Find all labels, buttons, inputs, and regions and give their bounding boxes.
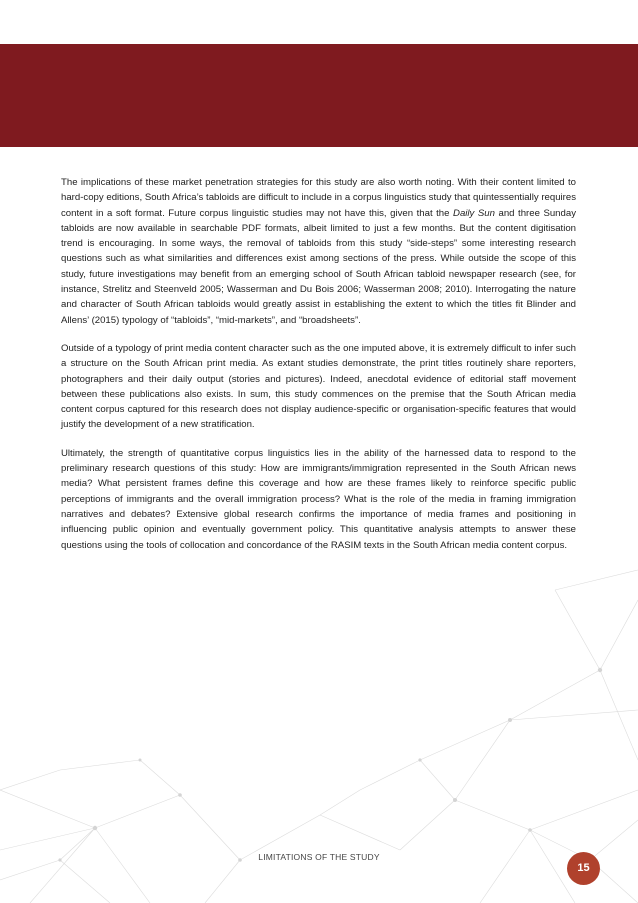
running-footer-section: LIMITATIONS OF THE STUDY bbox=[258, 852, 380, 862]
paragraph-1-text-a: The implications of these market penetration strategies for this study are also worth noting. With their content limited to hard-copy editions, South Africa’s tabloids are difficult to include in a corpus linguistics study that quintessentially requires content in a soft format. Future corpus linguistic studies may not have this, given that the bbox=[61, 177, 576, 219]
paragraph-1 bbox=[61, 175, 576, 328]
page-number-badge: 15 bbox=[567, 852, 600, 885]
daily-sun-title: Daily Sun bbox=[453, 207, 495, 219]
paragraph-1-text-b: and three Sunday tabloids are now available in searchable PDF formats, albeit limited to just a few months. But the content digitisation trend is encouraging. In some ways, the removal of tabloids from this study “side-steps” some interesting research questions such as what similarities and differences exist among sections of the press. While outside the scope of this study, future investigations may benefit from an emerging school of South African tabloid newspaper research (see, for instance, Strelitz and Steenveld 2005; Wasserman and Du Bois 2006; Wasserman 2008; 2010). Interrogating the nature and character of South African tabloids would greatly assist in establishing the extent to which the titles fit Blinder and Allens’ (2015) typology of “tabloids”, “mid-markets”, and “broadsheets”. bbox=[61, 207, 576, 326]
header-band bbox=[0, 44, 638, 147]
paragraph-3: Ultimately, the strength of quantitative corpus linguistics lies in the ability of the harnessed data to respond to the preliminary research questions of this study: How are immigrants/immigration represented in the South African news media? What persistent frames define this coverage and how are these frames likely to reinforce specific public perceptions of immigrants and the overall immigration process? What is the role of the media in framing immigration narratives and debates? Extensive global research confirms the importance of media frames and positioning in influencing public opinion and eventually government policy. This quantitative analysis attempts to answer these questions using the tools of collocation and concordance of the RASIM texts in the South African media content corpus. bbox=[61, 447, 576, 551]
paragraph-2: Outside of a typology of print media content character such as the one imputed above, it is extremely difficult to infer such a structure on the South African print media. As extant studies demonstrate, the print titles routinely share reporters, photographers and their daily output (stories and pictures). Indeed, anecdotal evidence of editorial staff movement between these publications also exists. In sum, this study commences on the premise that the South African media content corpus captured for this research does not display audience-specific or organisation-specific features that would justify the development of a new stratification. bbox=[61, 342, 576, 431]
body-text bbox=[61, 175, 576, 566]
